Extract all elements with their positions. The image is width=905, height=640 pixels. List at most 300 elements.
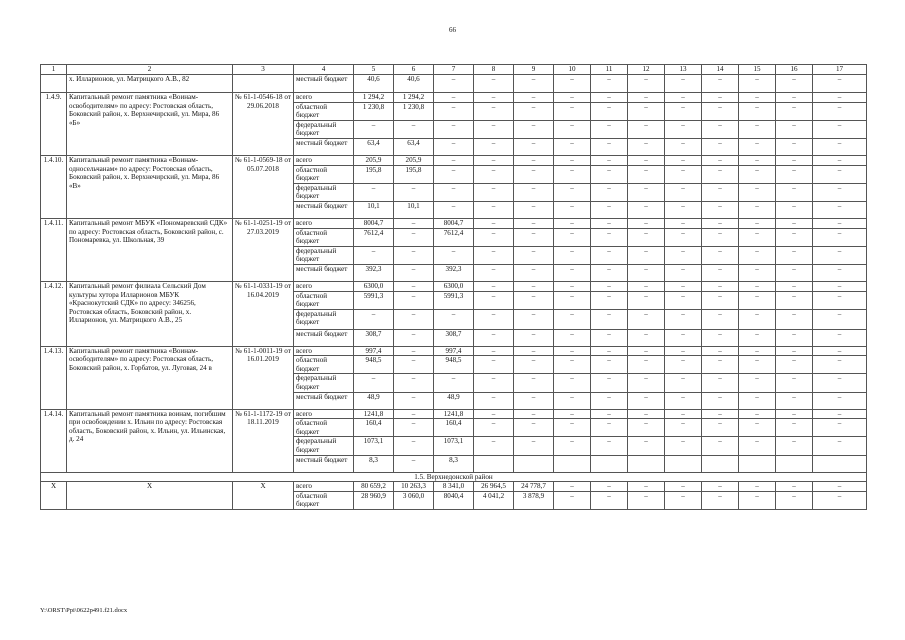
value-cell: 308,7 [354,329,394,346]
value-cell: – [776,356,813,374]
value-cell [776,455,813,472]
value-cell: – [394,281,434,291]
value-cell: – [665,346,702,356]
value-cell: 63,4 [394,138,434,155]
funding-source: областной бюджет [294,356,354,374]
value-cell: – [554,409,591,419]
column-header: 12 [628,65,665,75]
value-cell: – [665,165,702,183]
value-cell: – [628,138,665,155]
value-cell: – [394,437,434,455]
value-cell: 160,4 [434,419,474,437]
value-cell: – [702,437,739,455]
file-path-footer: Y:\ORST\Ppi\0622p491.f21.docx [40,607,128,614]
value-cell: – [591,93,628,103]
funding-source: местный бюджет [294,138,354,155]
value-cell: – [554,309,591,329]
value-cell: – [665,491,702,509]
column-header: 14 [702,65,739,75]
document-cell [233,75,294,93]
value-cell: 10,1 [394,201,434,218]
value-cell: – [702,228,739,246]
table-row [41,155,867,165]
value-cell: – [776,138,813,155]
row-number: 1.4.12. [41,281,67,346]
value-cell: – [554,120,591,138]
value-cell: – [702,482,739,492]
placeholder-x: Х [41,482,67,510]
column-header: 10 [554,65,591,75]
value-cell: – [591,291,628,309]
document-number: № 61-1-0011-19 от 16.01.2019 [233,346,294,409]
value-cell: 8004,7 [434,218,474,228]
value-cell: – [394,228,434,246]
value-cell: – [813,409,867,419]
value-cell: – [554,155,591,165]
value-cell: – [514,201,554,218]
value-cell: – [628,201,665,218]
value-cell: – [776,409,813,419]
value-cell: – [776,165,813,183]
value-cell: – [813,419,867,437]
value-cell: – [665,374,702,392]
value-cell: – [665,419,702,437]
value-cell: – [813,93,867,103]
value-cell: – [628,291,665,309]
funding-source: федеральный бюджет [294,246,354,264]
value-cell: – [591,346,628,356]
value-cell: – [776,183,813,201]
value-cell: – [628,120,665,138]
value-cell: – [628,392,665,409]
value-cell: – [591,482,628,492]
value-cell: – [554,228,591,246]
value-cell: – [554,356,591,374]
value-cell [665,455,702,472]
value-cell: – [702,346,739,356]
column-header: 16 [776,65,813,75]
object-name: Капитальный ремонт памятника воинам, погибшим при освобождении х. Ильин по адресу: Ростовская область, Боковский район, х. Ильин, ул. Ильинская, д. 24 [67,409,233,472]
value-cell: – [813,281,867,291]
value-cell: – [514,228,554,246]
value-cell: 308,7 [434,329,474,346]
funding-source: всего [294,281,354,291]
value-cell: 195,8 [394,165,434,183]
value-cell: – [665,392,702,409]
value-cell: – [628,419,665,437]
value-cell: – [739,155,776,165]
value-cell: – [776,346,813,356]
value-cell: – [628,491,665,509]
value-cell: 48,9 [434,392,474,409]
value-cell: – [474,218,514,228]
value-cell: – [628,155,665,165]
column-header: 3 [233,65,294,75]
value-cell: – [554,437,591,455]
value-cell: – [474,264,514,281]
value-cell: – [665,482,702,492]
value-cell: 6300,0 [434,281,474,291]
object-name: Капитальный ремонт филиала Сельский Дом культуры хутора Илларионов МБУК «Краснокутский СДК» по адресу: 346256, Ростовская область, Боковский район, х. Илларионов, ул. Матрицкого А.В., 25 [67,281,233,346]
value-cell: – [554,329,591,346]
value-cell: – [665,264,702,281]
value-cell: 10 263,3 [394,482,434,492]
document-number: № 61-1-0546-18 от 29.06.2018 [233,93,294,156]
value-cell: – [776,264,813,281]
value-cell: – [474,309,514,329]
value-cell: – [554,75,591,93]
value-cell: – [591,491,628,509]
value-cell: – [776,155,813,165]
value-cell: – [665,291,702,309]
table-row [41,409,867,419]
column-header: 13 [665,65,702,75]
value-cell: – [702,183,739,201]
value-cell: – [739,291,776,309]
value-cell: – [739,75,776,93]
object-name: Капитальный ремонт памятника «Воинам-односельчанам» по адресу: Ростовская область, Боковский район, х. Верхнечирский, ул. Мира, 86 «В» [67,155,233,218]
funding-source: всего [294,155,354,165]
value-cell: – [628,165,665,183]
value-cell: – [776,75,813,93]
funding-source: местный бюджет [294,329,354,346]
value-cell: – [591,419,628,437]
header-row [41,65,867,75]
table-row [41,75,867,93]
value-cell: – [702,165,739,183]
value-cell: – [591,228,628,246]
value-cell: – [739,218,776,228]
table-row [41,281,867,291]
funding-source: федеральный бюджет [294,374,354,392]
value-cell: 205,9 [394,155,434,165]
value-cell [474,455,514,472]
value-cell: – [554,291,591,309]
value-cell: – [591,246,628,264]
value-cell: – [628,329,665,346]
value-cell: – [434,75,474,93]
value-cell: – [474,437,514,455]
value-cell: – [702,309,739,329]
value-cell: – [354,120,394,138]
column-header: 15 [739,65,776,75]
value-cell: 948,5 [354,356,394,374]
value-cell: – [665,93,702,103]
value-cell: – [354,374,394,392]
value-cell: – [514,165,554,183]
value-cell: – [813,264,867,281]
value-cell: – [813,138,867,155]
value-cell: – [665,120,702,138]
column-header: 5 [354,65,394,75]
table-row [41,482,867,492]
value-cell: – [591,183,628,201]
value-cell: – [628,346,665,356]
value-cell: – [776,309,813,329]
value-cell: – [665,409,702,419]
value-cell: – [739,138,776,155]
value-cell: – [628,356,665,374]
value-cell: – [665,218,702,228]
value-cell: – [434,102,474,120]
value-cell: – [813,346,867,356]
value-cell: – [665,102,702,120]
value-cell: – [474,138,514,155]
table-row [41,218,867,228]
value-cell: – [474,374,514,392]
value-cell: – [813,491,867,509]
value-cell: – [434,155,474,165]
value-cell: – [739,264,776,281]
value-cell: 1241,8 [354,409,394,419]
funding-source: областной бюджет [294,491,354,509]
value-cell: – [514,419,554,437]
row-number: 1.4.10. [41,155,67,218]
value-cell: – [665,246,702,264]
value-cell: – [514,93,554,103]
funding-source: федеральный бюджет [294,437,354,455]
funding-source: местный бюджет [294,392,354,409]
value-cell: – [434,183,474,201]
value-cell: 195,8 [354,165,394,183]
value-cell: – [554,491,591,509]
value-cell: 8,3 [354,455,394,472]
value-cell [514,455,554,472]
value-cell: – [702,356,739,374]
value-cell: – [702,392,739,409]
value-cell: – [554,392,591,409]
value-cell: – [739,356,776,374]
value-cell: – [554,246,591,264]
value-cell: – [474,356,514,374]
section-title: 1.5. Верхнедонской район [41,472,867,482]
value-cell: – [665,75,702,93]
value-cell: – [591,165,628,183]
value-cell: – [739,183,776,201]
value-cell: – [665,183,702,201]
value-cell: – [739,165,776,183]
value-cell: – [628,228,665,246]
value-cell: 5991,3 [434,291,474,309]
value-cell: – [813,246,867,264]
value-cell: – [591,356,628,374]
value-cell [554,455,591,472]
funding-source: федеральный бюджет [294,309,354,329]
value-cell: – [474,201,514,218]
column-header: 8 [474,65,514,75]
value-cell: – [628,75,665,93]
value-cell: 392,3 [434,264,474,281]
value-cell: – [394,455,434,472]
table-row [41,346,867,356]
value-cell: – [776,437,813,455]
value-cell: – [394,409,434,419]
value-cell: – [628,482,665,492]
value-cell: – [554,93,591,103]
value-cell: – [474,155,514,165]
value-cell: 5991,3 [354,291,394,309]
value-cell: – [813,201,867,218]
value-cell: – [776,419,813,437]
value-cell: – [514,218,554,228]
table-row [41,93,867,103]
value-cell: – [474,120,514,138]
value-cell: – [591,281,628,291]
value-cell: – [628,374,665,392]
funding-source: федеральный бюджет [294,120,354,138]
object-name: х. Илларионов, ул. Матрицкого А.В., 82 [67,75,233,93]
value-cell: – [813,356,867,374]
value-cell: – [776,102,813,120]
value-cell: 26 964,5 [474,482,514,492]
value-cell: – [474,409,514,419]
value-cell: – [474,246,514,264]
value-cell: – [776,291,813,309]
value-cell: – [591,155,628,165]
value-cell: – [591,329,628,346]
value-cell: – [739,120,776,138]
value-cell: – [776,329,813,346]
value-cell: – [665,309,702,329]
funding-source: всего [294,346,354,356]
value-cell: – [434,138,474,155]
object-name: Капитальный ремонт памятника «Воинам-освободителям» по адресу: Ростовская область, Боковский район, х. Горбатов, ул. Луговая, 24 в [67,346,233,409]
column-header: 11 [591,65,628,75]
value-cell: – [474,281,514,291]
value-cell: – [628,93,665,103]
funding-source: местный бюджет [294,75,354,93]
funding-source: местный бюджет [294,201,354,218]
value-cell [813,455,867,472]
value-cell: – [628,409,665,419]
value-cell: – [665,281,702,291]
value-cell: – [514,120,554,138]
object-name: Капитальный ремонт памятника «Воинам-освободителям» по адресу: Ростовская область, Боковский район, х. Верхнечирский, ул. Мира, 86 «Б» [67,93,233,156]
value-cell: 8004,7 [354,218,394,228]
value-cell: – [739,437,776,455]
value-cell: – [474,329,514,346]
column-header: 7 [434,65,474,75]
value-cell: – [554,346,591,356]
value-cell: 7612,4 [434,228,474,246]
value-cell: – [514,155,554,165]
value-cell: – [739,228,776,246]
value-cell: – [554,165,591,183]
value-cell: – [776,218,813,228]
value-cell: – [813,329,867,346]
value-cell: 997,4 [434,346,474,356]
value-cell: – [514,246,554,264]
value-cell: – [591,218,628,228]
value-cell: – [394,346,434,356]
page-number: 66 [449,26,456,34]
table-body [41,65,867,510]
value-cell: – [739,392,776,409]
document-number: № 61-1-0569-18 от 05.07.2018 [233,155,294,218]
value-cell: – [514,291,554,309]
value-cell: – [474,346,514,356]
value-cell: 392,3 [354,264,394,281]
value-cell: – [739,281,776,291]
column-header: 1 [41,65,67,75]
value-cell: – [813,165,867,183]
value-cell: – [776,491,813,509]
value-cell: – [813,309,867,329]
value-cell: – [394,291,434,309]
value-cell: – [514,356,554,374]
column-header: 9 [514,65,554,75]
value-cell: – [554,264,591,281]
value-cell: – [514,75,554,93]
row-number: 1.4.11. [41,218,67,281]
value-cell: 4 041,2 [474,491,514,509]
value-cell: – [702,155,739,165]
value-cell: – [514,281,554,291]
placeholder-x: Х [233,482,294,510]
value-cell: – [813,437,867,455]
value-cell: – [591,374,628,392]
placeholder-x: Х [67,482,233,510]
value-cell: – [474,102,514,120]
value-cell: – [628,437,665,455]
value-cell: 40,6 [394,75,434,93]
value-cell [628,455,665,472]
value-cell: – [665,437,702,455]
value-cell: – [739,346,776,356]
value-cell: 1073,1 [354,437,394,455]
value-cell: 10,1 [354,201,394,218]
value-cell: 28 960,9 [354,491,394,509]
value-cell: – [354,183,394,201]
value-cell: – [591,309,628,329]
value-cell: – [554,138,591,155]
document-number: № 61-1-0331-19 от 16.04.2019 [233,281,294,346]
column-header: 2 [67,65,233,75]
value-cell: 1073,1 [434,437,474,455]
value-cell: 80 659,2 [354,482,394,492]
value-cell: – [514,102,554,120]
value-cell: – [628,264,665,281]
value-cell: – [591,138,628,155]
value-cell: – [474,75,514,93]
value-cell: – [554,374,591,392]
value-cell: – [739,246,776,264]
value-cell: – [591,75,628,93]
funding-source: федеральный бюджет [294,183,354,201]
value-cell: – [591,264,628,281]
value-cell: – [434,201,474,218]
value-cell: – [813,228,867,246]
funding-source: областной бюджет [294,419,354,437]
value-cell: – [628,102,665,120]
funding-source: областной бюджет [294,228,354,246]
value-cell: – [702,201,739,218]
funding-source: областной бюджет [294,102,354,120]
value-cell: – [813,392,867,409]
value-cell: – [514,437,554,455]
value-cell: – [628,309,665,329]
value-cell: – [591,409,628,419]
value-cell: – [813,75,867,93]
column-header: 6 [394,65,434,75]
column-header: 4 [294,65,354,75]
value-cell: 997,4 [354,346,394,356]
value-cell: – [739,419,776,437]
value-cell: – [776,201,813,218]
row-number: 1.4.14. [41,409,67,472]
value-cell: – [739,374,776,392]
value-cell: – [554,218,591,228]
